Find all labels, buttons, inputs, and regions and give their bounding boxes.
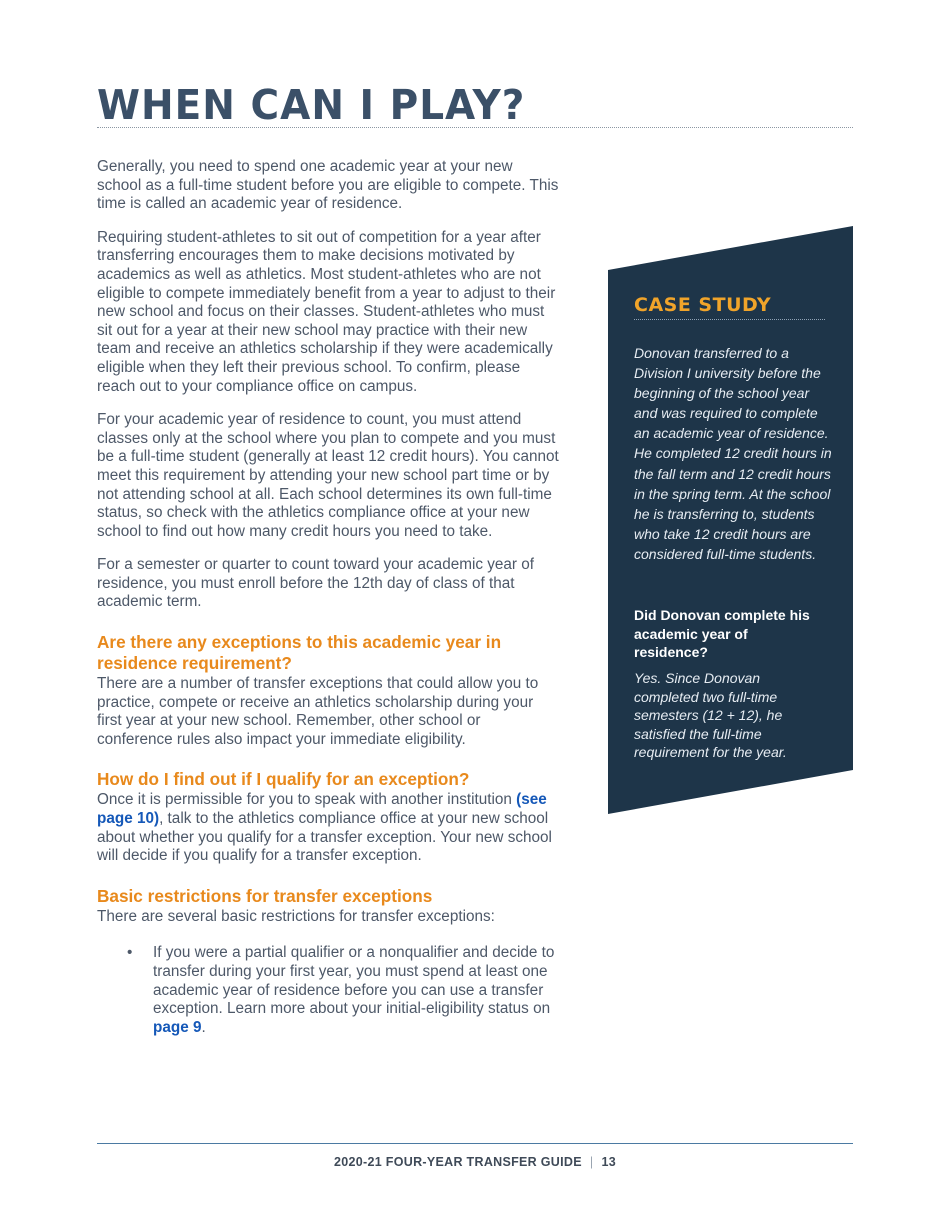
page-footer (0, 1155, 950, 1169)
page-title: WHEN CAN I PLAY? (97, 82, 526, 130)
qualify-paragraph (97, 791, 559, 865)
title-divider (97, 127, 853, 128)
enrollment-deadline-paragraph: For a semester or quarter to count toward your academic year of residence, you must enroll before the 12th day of class of that academic term. (97, 556, 535, 611)
case-study-title: CASE STUDY (634, 294, 772, 316)
footer-divider (97, 1143, 853, 1144)
page-number: 13 (601, 1155, 616, 1169)
qualify-text-end: , talk to the athletics compliance office at your new school about whether you qualify for a transfer exception. Your new school will decide if you qualify for a transfer exception. (97, 810, 552, 865)
list-item (97, 944, 559, 1037)
footer-separator: | (589, 1155, 594, 1169)
case-study-question: Did Donovan complete his academic year of residence? (634, 607, 810, 661)
bullet-text-start: If you were a partial qualifier or a nonqualifier and decide to transfer during your first year, you must spend at least one academic year of residence before you can use a transfer exception. Learn more about your initial-eligibility status on (153, 944, 555, 1018)
case-study-answer: Yes. Since Donovan completed two full-time semesters (12 + 12), he satisfied the full-time requirement for the year. (634, 670, 787, 761)
main-column (97, 158, 559, 1037)
case-study-divider (634, 319, 825, 320)
restrictions-list (97, 944, 559, 1037)
intro-paragraph: Generally, you need to spend one academic year at your new school as a full-time student before you are eligible to compete. This time is called an academic year of residence. (97, 158, 559, 213)
page-9-link[interactable]: page 9 (153, 1018, 202, 1036)
exceptions-paragraph: There are a number of transfer exceptions that could allow you to practice, compete or receive an athletics scholarship during your first year at your new school. Remember, other school or conference rules also impact your immediate eligibility. (97, 675, 539, 748)
bullet-text-end: . (201, 1018, 206, 1036)
residence-requirement-paragraph: For your academic year of residence to count, you must attend classes only at the school where you plan to compete and you must be a full-time student (generally at least 12 credit hours). You cannot meet this requirement by attending your new school part time or by not attending school at all. Each school determines its own full-time status, so check with the athletics compliance office at your new school to find out how many credit hours you need to take. (97, 411, 559, 540)
restrictions-heading: Basic restrictions for transfer exceptions (97, 885, 433, 906)
restrictions-intro: There are several basic restrictions for transfer exceptions: (97, 907, 495, 925)
case-study-text: Donovan transferred to a Division I university before the beginning of the school year and was required to complete an academic year of residence. He completed 12 credit hours in the fall term and 12 credit hours in the spring term. At the school he is transferring to, students who take 12 credit hours are considered full-time students. (634, 345, 832, 562)
qualify-heading: How do I find out if I qualify for an exception? (97, 769, 470, 790)
qualify-text-start: Once it is permissible for you to speak with another institution (97, 791, 517, 809)
rationale-paragraph: Requiring student-athletes to sit out of competition for a year after transferring encourages them to make decisions motivated by academics as well as athletics. Most student-athletes who are not eligible to compete immediately benefit from a year to adjust to their new school and focus on their classes. Student-athletes who must sit out for a year at their new school may practice with their new team and receive an athletics scholarship if they were academically eligible when they left their previous school. To confirm, please reach out to your compliance office on campus. (97, 228, 556, 395)
footer-guide-title: 2020-21 FOUR-YEAR TRANSFER GUIDE (334, 1155, 582, 1169)
bullet-icon: • (127, 944, 133, 962)
see-page-10-link[interactable]: (see page 10) (97, 791, 547, 828)
exceptions-heading: Are there any exceptions to this academic year in residence requirement? (97, 632, 502, 674)
